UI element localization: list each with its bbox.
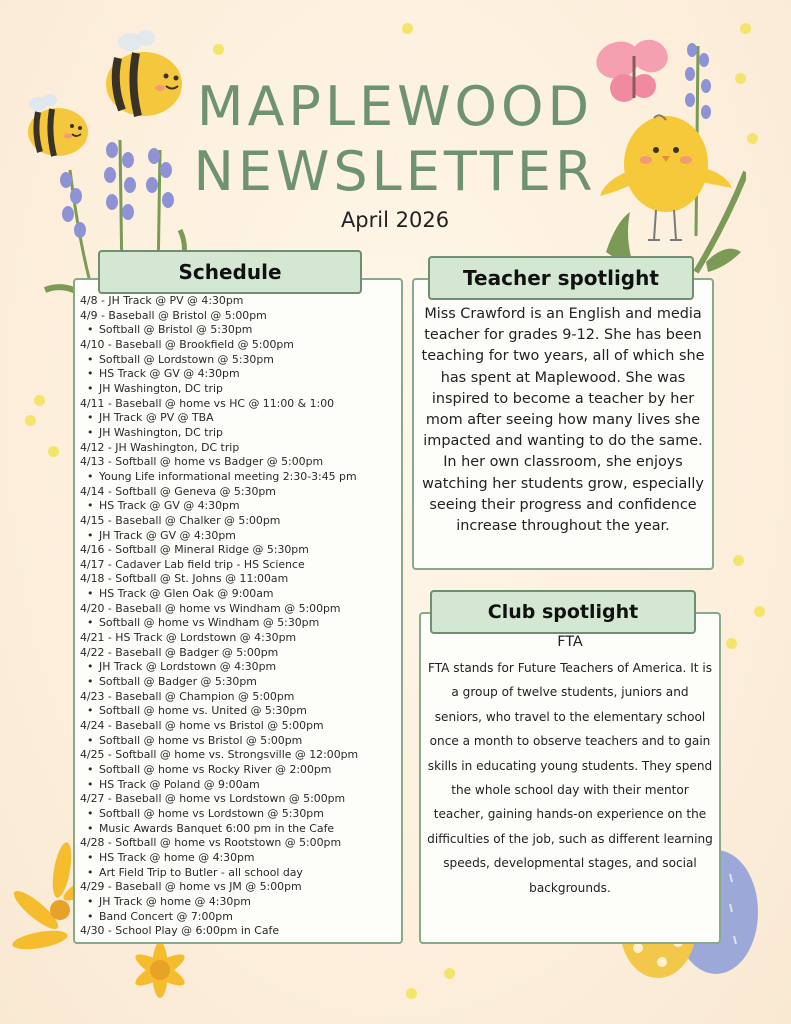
newsletter-title-line1: MAPLEWOOD bbox=[196, 75, 594, 138]
schedule-sub-item: • Softball @ home vs. United @ 5:30pm bbox=[80, 704, 398, 719]
schedule-sub-item: • Softball @ home vs Rocky River @ 2:00pm bbox=[80, 763, 398, 778]
confetti-dot-icon bbox=[34, 395, 45, 406]
schedule-sub-item: • Softball @ Badger @ 5:30pm bbox=[80, 675, 398, 690]
schedule-item: 4/23 - Baseball @ Champion @ 5:00pm bbox=[80, 689, 295, 703]
schedule-sub-item: • JH Washington, DC trip bbox=[80, 426, 398, 441]
schedule-item: 4/13 - Softball @ home vs Badger @ 5:00pm bbox=[80, 455, 324, 469]
teacher-spotlight-heading: Teacher spotlight bbox=[428, 256, 694, 300]
schedule-sub-item: • HS Track @ Poland @ 9:00am bbox=[80, 778, 398, 793]
club-spotlight-body: FTA stands for Future Teachers of America. It is a group of twelve students, juniors and seniors, who travel to the elementary school once a month to observe teachers and to gain skills in educating young students. They spend the whole school day with their mentor teacher, gaining hands-on experience on the difficulties of the job, such as different learning speeds, developmental stages, and social backgrounds. bbox=[427, 661, 713, 895]
confetti-dot-icon bbox=[740, 23, 751, 34]
confetti-dot-icon bbox=[25, 415, 36, 426]
club-spotlight-heading: Club spotlight bbox=[430, 590, 696, 634]
schedule-item: 4/18 - Softball @ St. Johns @ 11:00am bbox=[80, 572, 289, 586]
schedule-sub-item: • Softball @ Bristol @ 5:30pm bbox=[80, 323, 398, 338]
club-name: FTA bbox=[557, 634, 583, 650]
schedule-item: 4/12 - JH Washington, DC trip bbox=[80, 440, 240, 454]
schedule-item: 4/16 - Softball @ Mineral Ridge @ 5:30pm bbox=[80, 543, 309, 557]
schedule-sub-item: • JH Track @ GV @ 4:30pm bbox=[80, 529, 398, 544]
schedule-item: 4/15 - Baseball @ Chalker @ 5:00pm bbox=[80, 513, 281, 527]
schedule-item: 4/11 - Baseball @ home vs HC @ 11:00 & 1:00 bbox=[80, 396, 335, 410]
schedule-item: 4/28 - Softball @ home vs Rootstown @ 5:00pm bbox=[80, 836, 342, 850]
schedule-sub-item: • Softball @ home vs Lordstown @ 5:30pm bbox=[80, 807, 398, 822]
confetti-dot-icon bbox=[747, 133, 758, 144]
schedule-sub-item: • Softball @ home vs Bristol @ 5:00pm bbox=[80, 734, 398, 749]
schedule-panel bbox=[73, 278, 403, 944]
schedule-item: 4/30 - School Play @ 6:00pm in Cafe bbox=[80, 924, 280, 938]
confetti-dot-icon bbox=[444, 968, 455, 979]
schedule-heading: Schedule bbox=[98, 250, 362, 294]
schedule-sub-item: • JH Track @ Lordstown @ 4:30pm bbox=[80, 660, 398, 675]
teacher-spotlight-panel bbox=[412, 278, 714, 570]
confetti-dot-icon bbox=[733, 555, 744, 566]
schedule-sub-item: • HS Track @ GV @ 4:30pm bbox=[80, 367, 398, 382]
schedule-item: 4/10 - Baseball @ Brookfield @ 5:00pm bbox=[80, 337, 294, 351]
schedule-sub-item: • HS Track @ home @ 4:30pm bbox=[80, 851, 398, 866]
schedule-sub-item: • Art Field Trip to Butler - all school day bbox=[80, 866, 398, 881]
confetti-dot-icon bbox=[406, 988, 417, 999]
schedule-sub-item: • HS Track @ GV @ 4:30pm bbox=[80, 499, 398, 514]
schedule-list bbox=[80, 294, 398, 939]
schedule-sub-item: • Music Awards Banquet 6:00 pm in the Cafe bbox=[80, 822, 398, 837]
schedule-sub-item: • Young Life informational meeting 2:30-3:45 pm bbox=[80, 470, 398, 485]
schedule-item: 4/21 - HS Track @ Lordstown @ 4:30pm bbox=[80, 631, 297, 645]
schedule-sub-item: • Softball @ Lordstown @ 5:30pm bbox=[80, 353, 398, 368]
confetti-dot-icon bbox=[213, 44, 224, 55]
confetti-dot-icon bbox=[402, 23, 413, 34]
schedule-sub-item: • JH Washington, DC trip bbox=[80, 382, 398, 397]
schedule-sub-item: • JH Track @ PV @ TBA bbox=[80, 411, 398, 426]
newsletter-date: April 2026 bbox=[340, 208, 450, 232]
confetti-dot-icon bbox=[754, 606, 765, 617]
confetti-dot-icon bbox=[735, 73, 746, 84]
schedule-sub-item: • Softball @ home vs Windham @ 5:30pm bbox=[80, 616, 398, 631]
confetti-dot-icon bbox=[48, 446, 59, 457]
confetti-dot-icon bbox=[726, 638, 737, 649]
schedule-item: 4/25 - Softball @ home vs. Strongsville @ 12:00pm bbox=[80, 748, 359, 762]
schedule-item: 4/29 - Baseball @ home vs JM @ 5:00pm bbox=[80, 880, 302, 894]
schedule-item: 4/24 - Baseball @ home vs Bristol @ 5:00pm bbox=[80, 719, 324, 733]
schedule-sub-item: • Band Concert @ 7:00pm bbox=[80, 910, 398, 925]
schedule-item: 4/20 - Baseball @ home vs Windham @ 5:00pm bbox=[80, 601, 341, 615]
schedule-item: 4/14 - Softball @ Geneva @ 5:30pm bbox=[80, 484, 276, 498]
schedule-sub-item: • HS Track @ Glen Oak @ 9:00am bbox=[80, 587, 398, 602]
schedule-item: 4/9 - Baseball @ Bristol @ 5:00pm bbox=[80, 308, 267, 322]
teacher-spotlight-body: Miss Crawford is an English and media teacher for grades 9-12. She has been teaching for two years, all of which she has spent at Maplewood. She was inspired to become a teacher by her mom after seeing how many lives she impacted and wanting to do the same. In her own classroom, she enjoys watching her students grow, especially seeing their progress and confidence increase throughout the year. bbox=[421, 306, 705, 535]
club-spotlight-panel bbox=[419, 612, 721, 944]
schedule-sub-item: • JH Track @ home @ 4:30pm bbox=[80, 895, 398, 910]
newsletter-title-line2: NEWSLETTER bbox=[193, 140, 597, 203]
schedule-item: 4/8 - JH Track @ PV @ 4:30pm bbox=[80, 294, 244, 307]
schedule-item: 4/27 - Baseball @ home vs Lordstown @ 5:00pm bbox=[80, 792, 346, 806]
schedule-item: 4/17 - Cadaver Lab field trip - HS Science bbox=[80, 557, 305, 571]
schedule-item: 4/22 - Baseball @ Badger @ 5:00pm bbox=[80, 645, 279, 659]
